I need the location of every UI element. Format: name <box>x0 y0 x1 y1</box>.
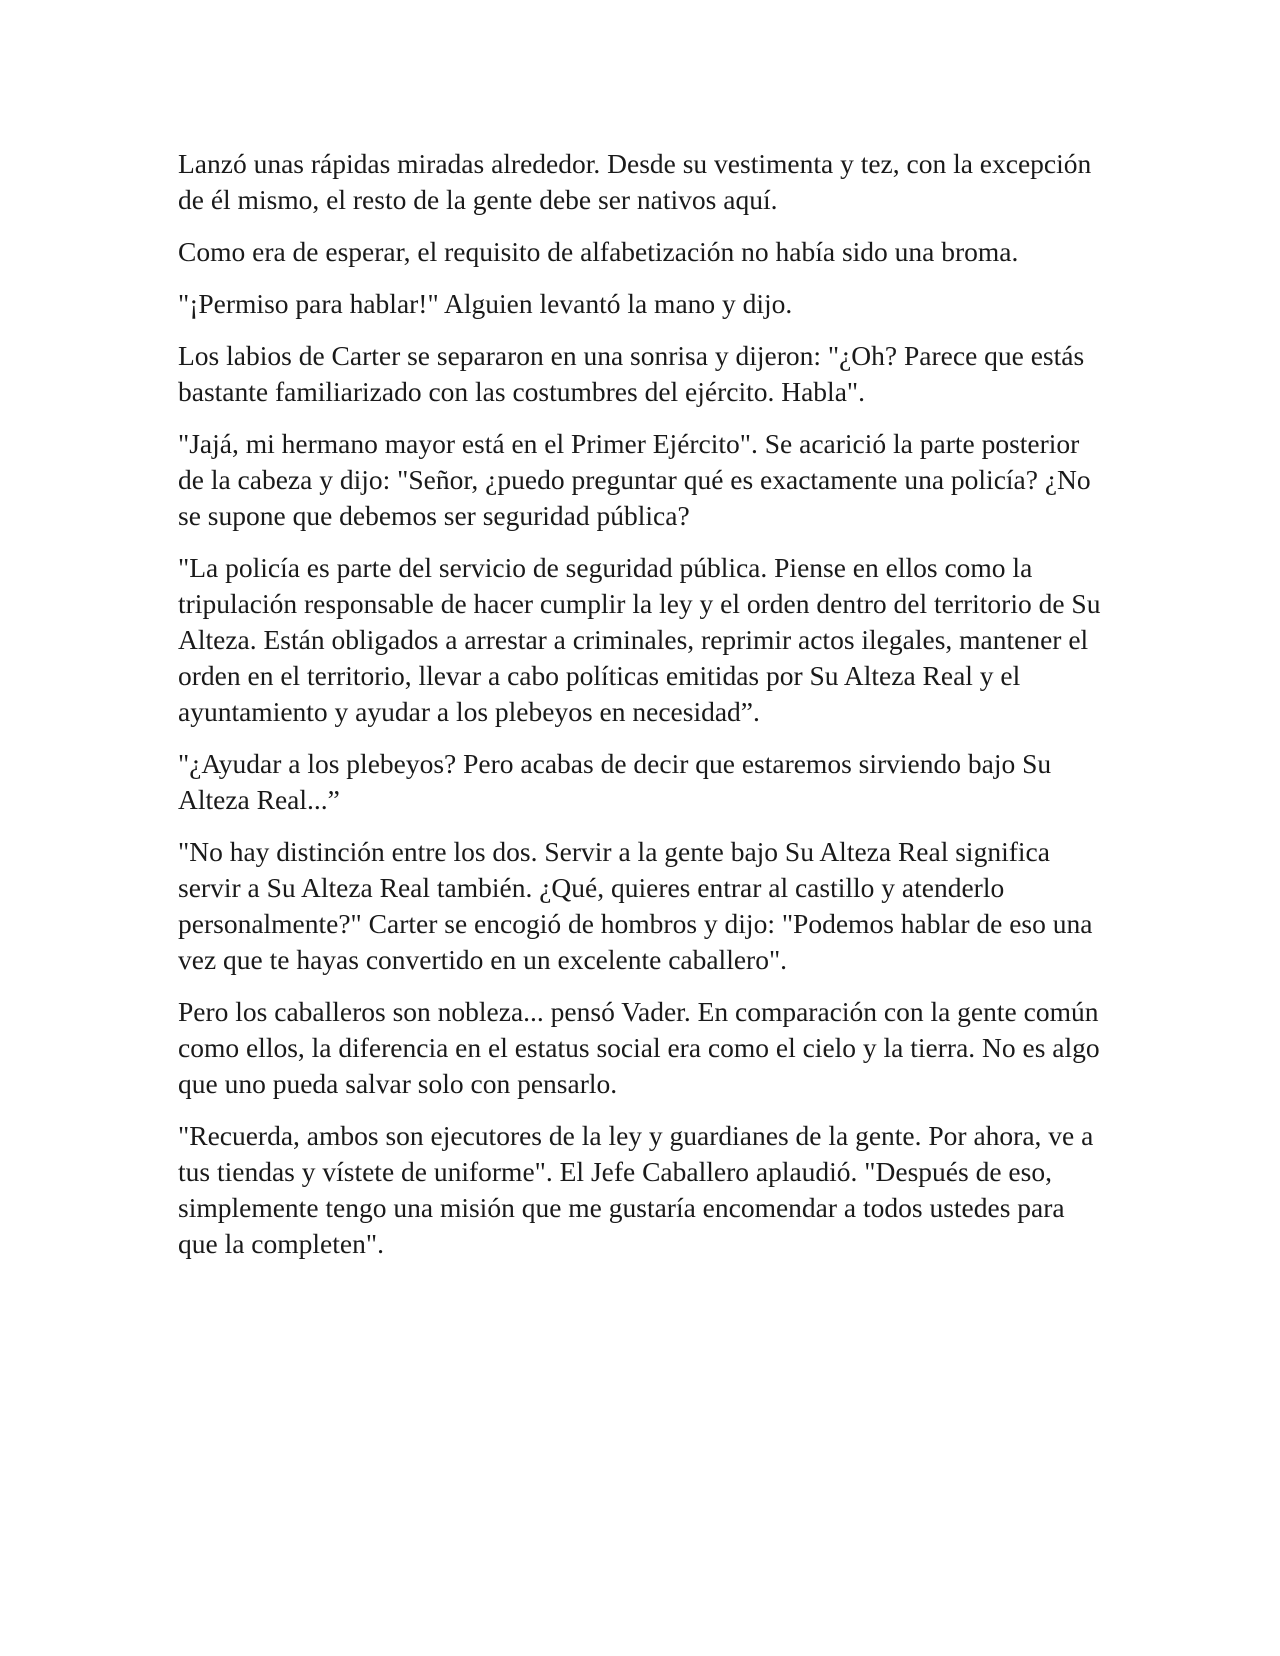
paragraph: "Jajá, mi hermano mayor está en el Primer Ejército". Se acarició la parte posterior de la cabeza y dijo: "Señor, ¿puedo preguntar qué es exactamente una policía? ¿No se supone que debemos ser seguridad pública? <box>178 428 1091 531</box>
paragraph: "¿Ayudar a los plebeyos? Pero acabas de decir que estaremos sirviendo bajo Su Alteza Real...” <box>178 748 1052 815</box>
paragraph: Pero los caballeros son nobleza... pensó Vader. En comparación con la gente común como ellos, la diferencia en el estatus social era como el cielo y la tierra. No es algo que uno pueda salvar solo con pensarlo. <box>178 996 1100 1099</box>
paragraph: Lanzó unas rápidas miradas alrededor. Desde su vestimenta y tez, con la excepción de él mismo, el resto de la gente debe ser nativos aquí. <box>178 148 1092 215</box>
paragraph: Los labios de Carter se separaron en una sonrisa y dijeron: "¿Oh? Parece que estás bastante familiarizado con las costumbres del ejército. Habla". <box>178 340 1085 407</box>
paragraph: "¡Permiso para hablar!" Alguien levantó la mano y dijo. <box>178 288 793 319</box>
paragraph: "La policía es parte del servicio de seguridad pública. Piense en ellos como la tripulación responsable de hacer cumplir la ley y el orden dentro del territorio de Su Alteza. Están obligados a arrestar a criminales, reprimir actos ilegales, mantener el orden en el territorio, llevar a cabo políticas emitidas por Su Alteza Real y el ayuntamiento y ayudar a los plebeyos en necesidad”. <box>178 552 1101 727</box>
paragraph: "No hay distinción entre los dos. Servir a la gente bajo Su Alteza Real significa servir a Su Alteza Real también. ¿Qué, quieres entrar al castillo y atenderlo personalmente?" Carter se encogió de hombros y dijo: "Podemos hablar de eso una vez que te hayas convertido en un excelente caballero". <box>178 836 1093 975</box>
document-page <box>178 146 1108 1278</box>
paragraph: Como era de esperar, el requisito de alfabetización no había sido una broma. <box>178 236 1019 267</box>
paragraph: "Recuerda, ambos son ejecutores de la ley y guardianes de la gente. Por ahora, ve a tus tiendas y vístete de uniforme". El Jefe Caballero aplaudió. "Después de eso, simplemente tengo una misión que me gustaría encomendar a todos ustedes para que la completen". <box>178 1120 1094 1259</box>
